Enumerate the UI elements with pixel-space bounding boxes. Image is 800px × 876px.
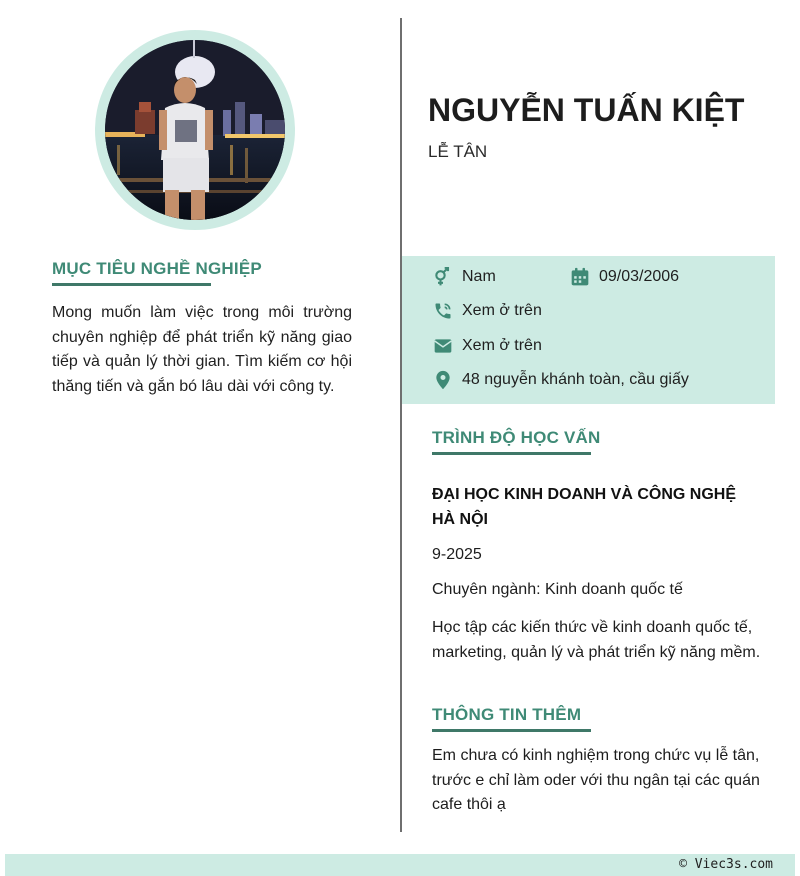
contact-email: [432, 335, 542, 357]
footer-bar: [5, 854, 795, 876]
address-value: 48 nguyễn khánh toàn, cầu giấy: [462, 371, 689, 388]
contact-address: [432, 369, 689, 391]
job-title: LỄ TÂN: [428, 142, 488, 161]
avatar-frame: [95, 30, 295, 230]
contact-birthday: [569, 266, 679, 288]
phone-value: Xem ở trên: [462, 302, 542, 319]
additional-underline: [432, 729, 591, 732]
education-major: Chuyên ngành: Kinh doanh quốc tế: [432, 581, 683, 598]
objective-text: Mong muốn làm việc trong môi trường chuyên nghiệp để phát triển kỹ năng giao tiếp và quản lý thời gian. Tìm kiếm cơ hội thăng tiến và gắn bó lâu dài với công ty.: [52, 304, 352, 395]
education-title: TRÌNH ĐỘ HỌC VẤN: [432, 428, 601, 447]
birthday-value: 09/03/2006: [599, 268, 680, 285]
avatar-photo: [105, 40, 285, 220]
map-pin-icon: [432, 369, 454, 391]
contact-gender: [432, 266, 496, 288]
contact-panel: [402, 256, 775, 404]
additional-text: Em chưa có kinh nghiệm trong chức vụ lễ tân, trước e chỉ làm oder với thu ngân tại các quán cafe thôi ạ: [432, 747, 760, 813]
gender-value: Nam: [462, 268, 496, 285]
email-value: Xem ở trên: [462, 337, 542, 354]
footer-credit: © Viec3s.com: [679, 857, 773, 872]
column-divider: [400, 18, 402, 832]
education-school: ĐẠI HỌC KINH DOANH VÀ CÔNG NGHỆ HÀ NỘI: [432, 486, 737, 528]
envelope-icon: [432, 335, 454, 357]
education-description: Học tập các kiến thức về kinh doanh quốc tế, marketing, quản lý và phát triển kỹ năng mềm.: [432, 619, 761, 661]
objective-title: MỤC TIÊU NGHỀ NGHIỆP: [52, 259, 262, 278]
phone-icon: [432, 300, 454, 322]
candidate-name: NGUYỄN TUẤN KIỆT: [428, 92, 745, 128]
education-underline: [432, 452, 591, 455]
education-time: 9-2025: [432, 546, 482, 563]
gender-icon: [432, 266, 454, 288]
additional-title: THÔNG TIN THÊM: [432, 705, 582, 724]
contact-phone: [432, 300, 542, 322]
calendar-icon: [569, 266, 591, 288]
avatar: [105, 40, 285, 220]
objective-underline: [52, 283, 211, 286]
